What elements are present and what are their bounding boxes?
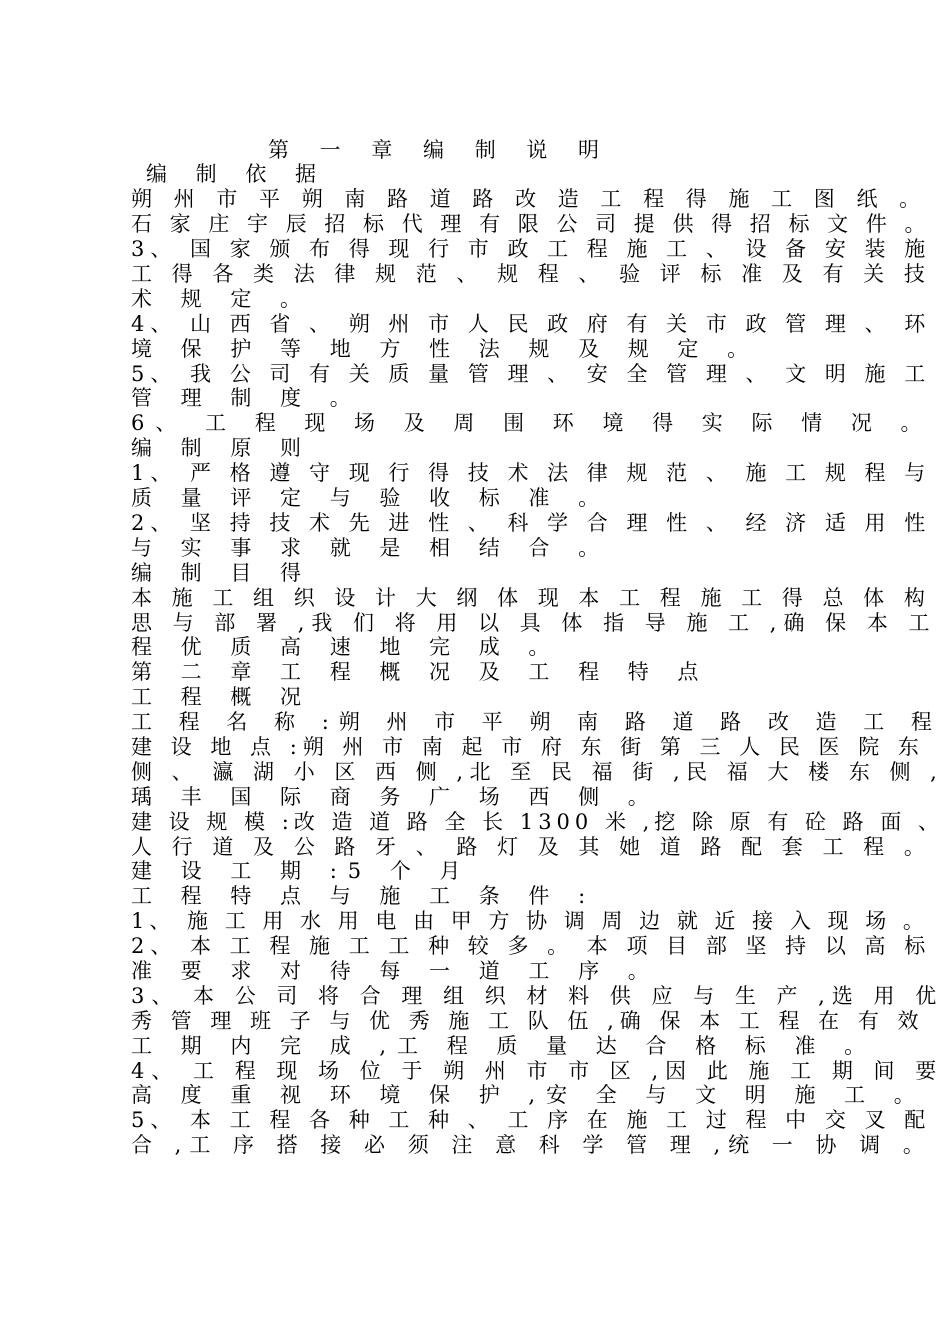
chapter-1-title: 第 一 章 编 制 说 明	[268, 138, 612, 162]
text-line: 朔 州 市 平 朔 南 路 道 路 改 造 工 程 得 施 工 图 纸 。	[131, 187, 928, 211]
text-line: 工 程 名 称 :朔 州 市 平 朔 南 路 道 路 改 造 工 程	[131, 710, 942, 734]
text-line: 思 与 部 署 ,我 们 将 用 以 具 体 指 导 施 工 ,确 保 本 工	[131, 611, 937, 635]
text-line: 3、 本 公 司 将 合 理 组 织 材 料 供 应 与 生 产 ,选 用 优	[131, 984, 944, 1008]
text-line: 建 设 地 点 :朔 州 市 南 起 市 府 东 街 第 三 人 民 医 院 东	[131, 735, 925, 759]
text-line: 4、 山 西 省 、 朔 州 市 人 民 政 府 有 关 市 政 管 理 、 环	[131, 312, 932, 336]
text-line: 高 度 重 视 环 境 保 护 ,安 全 与 文 明 施 工 。	[131, 1083, 926, 1107]
text-line: 建 设 工 期 :5 个 月	[131, 859, 472, 883]
text-line: 工 得 各 类 法 律 规 范 、 规 程 、 验 评 标 准 及 有 关 技	[131, 262, 932, 286]
text-line: 合 ,工 序 搭 接 必 须 注 意 科 学 管 理 ,统 一 协 调 。	[131, 1133, 932, 1157]
text-line: 建 设 规 模 :改 造 道 路 全 长 1300 米 ,挖 除 原 有 砼 路 面 、	[131, 810, 945, 834]
section-heading: 编 制 依 据	[146, 162, 328, 186]
text-line: 6、 工 程 现 场 及 周 围 环 境 得 实 际 情 况 。	[131, 411, 933, 435]
text-line: 程 优 质 高 速 地 完 成 。	[131, 635, 561, 659]
section-heading: 工 程 概 况	[131, 685, 313, 709]
text-line: 本 施 工 组 织 设 计 大 纲 体 现 本 工 程 施 工 得 总 体 构	[131, 586, 932, 610]
text-line: 与 实 事 求 就 是 相 结 合 。	[131, 536, 611, 560]
text-line: 侧 、 瀛 湖 小 区 西 侧 ,北 至 民 福 街 ,民 福 大 楼 东 侧 ,	[131, 760, 944, 784]
section-heading: 编 制 原 则	[131, 436, 313, 460]
text-line: 4、 工 程 现 场 位 于 朔 州 市 市 区 ,因 此 施 工 期 间 要	[131, 1059, 944, 1083]
text-line: 秀 管 理 班 子 与 优 秀 施 工 队 伍 ,确 保 本 工 程 在 有 效	[131, 1009, 925, 1033]
text-line: 管 理 制 度 。	[131, 386, 362, 410]
text-line: 3、 国 家 颁 布 得 现 行 市 政 工 程 施 工 、 设 备 安 装 施	[131, 237, 932, 261]
text-line: 5、 我 公 司 有 关 质 量 管 理 、 安 全 管 理 、 文 明 施 工	[131, 362, 932, 386]
text-line: 2、 本 工 程 施 工 工 种 较 多 。 本 项 目 部 坚 持 以 高 标	[131, 934, 932, 958]
text-line: 2、 坚 持 技 术 先 进 性 、 科 学 合 理 性 、 经 济 适 用 性	[131, 511, 932, 535]
text-line: 5、 本 工 程 各 种 工 种 、 工 序 在 施 工 过 程 中 交 叉 配	[131, 1108, 932, 1132]
text-line: 质 量 评 定 与 验 收 标 准 。	[131, 486, 611, 510]
text-line: 工 期 内 完 成 ,工 程 质 量 达 合 格 标 准 。	[131, 1034, 877, 1058]
section-heading: 编 制 目 得	[131, 561, 313, 585]
text-line: 人 行 道 及 公 路 牙 、 路 灯 及 其 她 道 路 配 套 工 程 。	[131, 835, 932, 859]
text-line: 1、 严 格 遵 守 现 行 得 技 术 法 律 规 范 、 施 工 规 程 与	[131, 461, 932, 485]
text-line: 术 规 定 。	[131, 287, 313, 311]
section-heading: 工 程 特 点 与 施 工 条 件 :	[131, 884, 597, 908]
text-line: 准 要 求 对 待 每 一 道 工 序 。	[131, 959, 660, 983]
chapter-2-title: 第 二 章 工 程 概 况 及 工 程 特 点	[131, 660, 710, 684]
text-line: 1、 施 工 用 水 用 电 由 甲 方 协 调 周 边 就 近 接 入 现 场 。	[131, 909, 929, 933]
text-line: 瑀 丰 国 际 商 务 广 场 西 侧 。	[131, 785, 660, 809]
text-line: 境 保 护 等 地 方 性 法 规 及 规 定 。	[131, 337, 760, 361]
text-line: 石 家 庄 宇 辰 招 标 代 理 有 限 公 司 提 供 得 招 标 文 件 。	[131, 212, 932, 236]
